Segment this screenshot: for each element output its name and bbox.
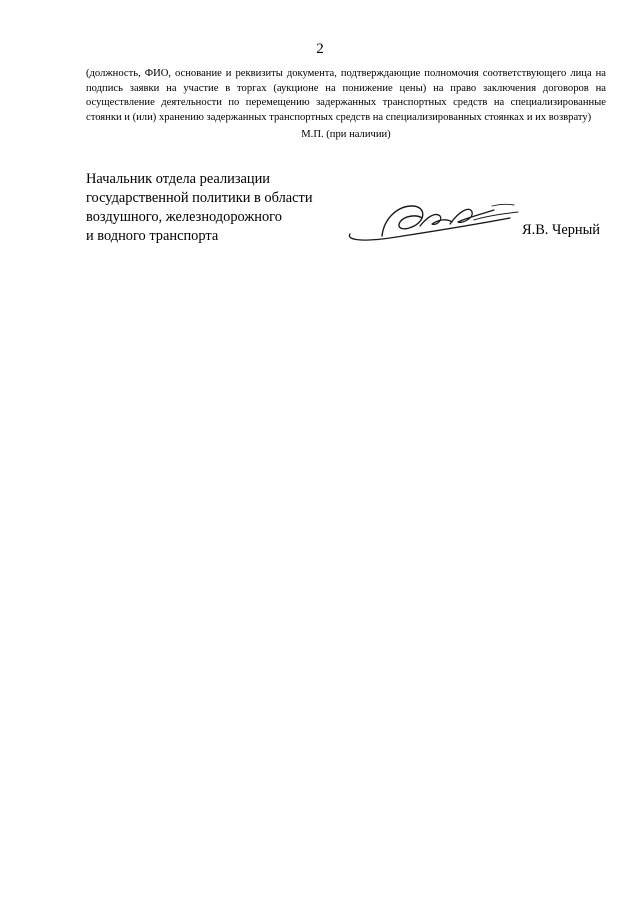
stamp-note: М.П. (при наличии) (301, 129, 391, 140)
caption-text: (должность, ФИО, основание и реквизиты документа, подтверждающие полномочия соответствующего лица на подпись заявки на участие в торгах (аукционе на понижение цены) на право заключения договоров на осуществление деятельности по перемещению задержанных транспортных средств на специализированные стоянки и (или) хранению задержанных транспортных средств на специализированных стоянках и их возврату) (86, 68, 606, 123)
signer-title-line: и водного транспорта (86, 228, 219, 244)
signer-title-line: государственной политики в области (86, 190, 313, 206)
signer-title (86, 170, 356, 246)
handwritten-signature-icon (342, 196, 526, 248)
signer-title-line: Начальник отдела реализации (86, 171, 271, 187)
page-number: 2 (316, 41, 324, 57)
signer-name: Я.В. Черный (522, 222, 600, 238)
signer-title-line: воздушного, железнодорожного (86, 209, 282, 225)
